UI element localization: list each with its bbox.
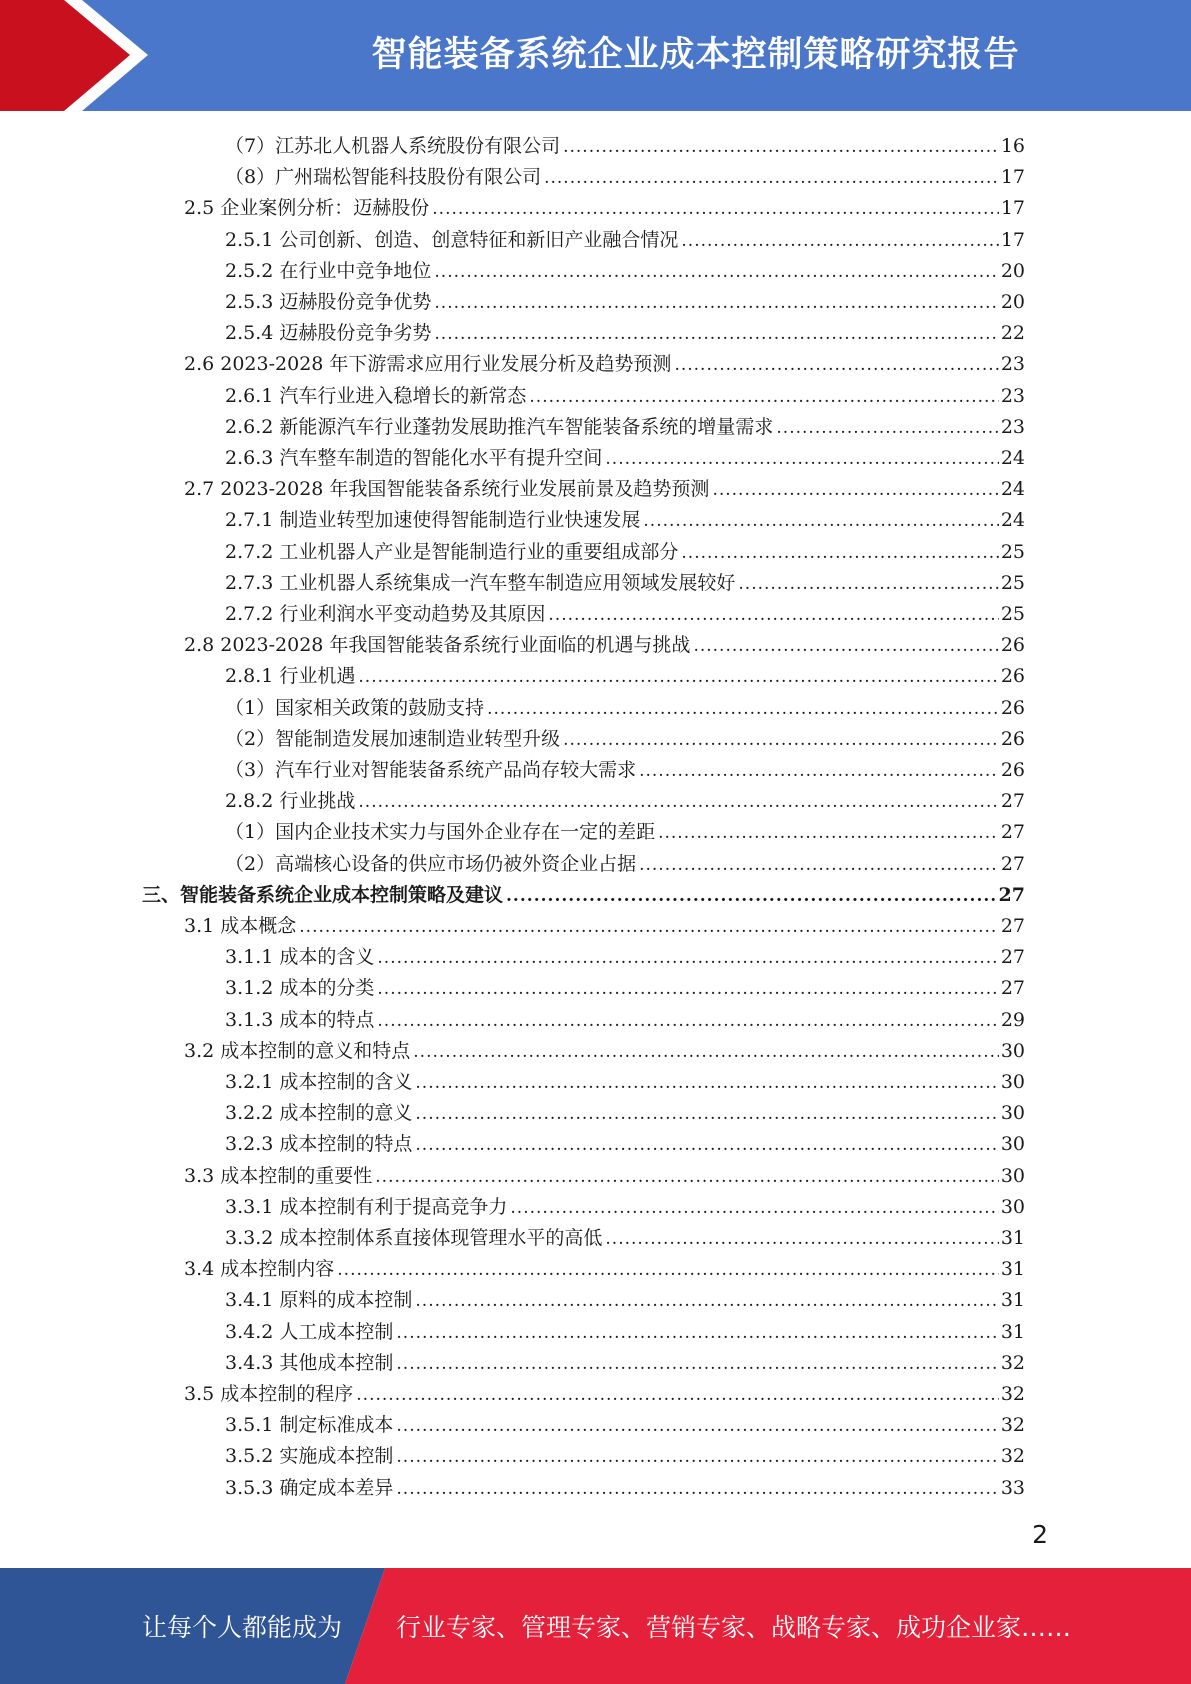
toc-entry-page: 23 (1000, 415, 1025, 438)
toc-entry-label: 2.7.1 制造业转型加速使得智能制造行业快速发展 (225, 509, 641, 532)
toc-leader-dots (487, 698, 999, 720)
toc-entry-page: 17 (1000, 166, 1025, 189)
toc-leader-dots (396, 1446, 998, 1468)
toc-entry-page: 31 (1000, 1289, 1025, 1312)
toc-leader-dots (337, 1259, 999, 1281)
toc-entry[interactable] (225, 720, 1025, 751)
toc-leader-dots (415, 1072, 998, 1094)
footer-slogan-left: 让每个人都能成为 (142, 1613, 343, 1642)
toc-entry-page: 26 (1000, 727, 1025, 750)
toc-entry[interactable] (225, 1219, 1025, 1250)
toc-leader-dots (377, 978, 998, 1000)
toc-entry-page: 26 (1000, 759, 1025, 781)
toc-entry[interactable] (225, 252, 1025, 283)
toc-entry-label: 2.6.1 汽车行业进入稳增长的新常态 (225, 384, 527, 407)
toc-entry-page: 20 (1000, 259, 1025, 282)
toc-entry-page: 27 (1000, 946, 1025, 969)
toc-leader-dots (658, 822, 999, 844)
toc-entry[interactable] (225, 657, 1025, 688)
toc-entry-label: 2.7.2 工业机器人产业是智能制造行业的重要组成部分 (225, 540, 679, 563)
toc-leader-dots (563, 729, 999, 751)
toc-entry[interactable] (142, 876, 1025, 907)
toc-entry[interactable] (225, 127, 1025, 158)
toc-entry-page: 29 (1000, 1008, 1025, 1031)
toc-entry-label: 三、智能装备系统企业成本控制策略及建议 (142, 883, 504, 906)
toc-entry[interactable] (225, 1313, 1025, 1344)
toc-entry[interactable] (184, 345, 1025, 376)
toc-leader-dots (396, 1322, 998, 1344)
toc-leader-dots (358, 791, 998, 813)
toc-entry[interactable] (225, 1437, 1025, 1468)
toc-entry-label: 2.7 2023-2028 年我国智能装备系统行业发展前景及趋势预测 (184, 478, 710, 501)
toc-entry-label: 3.4 成本控制内容 (184, 1258, 335, 1281)
toc-entry-label: 3.3 成本控制的重要性 (184, 1164, 373, 1187)
toc-entry[interactable] (225, 813, 1025, 844)
toc-entry-label: 2.5.1 公司创新、创造、创意特征和新旧产业融合情况 (225, 228, 679, 251)
toc-entry[interactable] (225, 408, 1025, 439)
toc-entry-label: 2.6.2 新能源汽车行业蓬勃发展助推汽车智能装备系统的增量需求 (225, 415, 774, 438)
toc-entry-page: 32 (1000, 1383, 1025, 1405)
toc-leader-dots (415, 1103, 998, 1125)
page-header (0, 0, 1191, 111)
toc-entry-page: 32 (1000, 1351, 1025, 1374)
toc-entry-label: 2.5.3 迈赫股份竞争优势 (225, 291, 432, 313)
toc-entry-page: 30 (1000, 1133, 1025, 1156)
toc-entry[interactable] (225, 1281, 1025, 1312)
toc-entry-label: 3.2.2 成本控制的意义 (225, 1102, 413, 1125)
toc-leader-dots (434, 261, 998, 283)
toc-entry-page: 25 (1000, 571, 1025, 594)
toc-leader-dots (544, 167, 999, 189)
toc-leader-dots (605, 1228, 998, 1250)
toc-entry[interactable] (225, 969, 1025, 1000)
toc-entry-label: 3.1.1 成本的含义 (225, 946, 375, 969)
toc-entry[interactable] (225, 533, 1025, 564)
toc-leader-dots (377, 1010, 998, 1032)
toc-entry-page: 24 (1000, 447, 1025, 469)
toc-entry-label: （2）高端核心设备的供应市场仍被外资企业占据 (225, 852, 637, 875)
toc-entry[interactable] (184, 1375, 1025, 1406)
toc-leader-dots (377, 947, 998, 969)
toc-leader-dots (738, 573, 998, 595)
toc-entry-page: 27 (1000, 821, 1025, 844)
toc-leader-dots (529, 386, 998, 408)
toc-entry-label: （1）国家相关政策的鼓励支持 (225, 696, 485, 719)
toc-leader-dots (674, 354, 998, 376)
toc-entry[interactable] (225, 1094, 1025, 1125)
toc-entry[interactable] (184, 626, 1025, 657)
toc-entry[interactable] (225, 782, 1025, 813)
toc-entry-label: （1）国内企业技术实力与国外企业存在一定的差距 (225, 821, 656, 844)
toc-entry-page: 16 (1000, 135, 1025, 157)
toc-entry[interactable] (225, 1063, 1025, 1094)
toc-entry-label: 2.8 2023-2028 年我国智能装备系统行业面临的机遇与挑战 (184, 634, 691, 657)
toc-entry-page: 30 (1000, 1039, 1025, 1062)
toc-entry-page: 27 (1000, 852, 1025, 875)
toc-entry-label: 2.8.2 行业挑战 (225, 790, 356, 813)
toc-leader-dots (681, 230, 998, 252)
toc-entry-page: 22 (1000, 322, 1025, 345)
toc-entry[interactable] (225, 283, 1025, 314)
toc-entry-page: 31 (1000, 1227, 1025, 1249)
toc-leader-dots (358, 666, 998, 688)
toc-entry[interactable] (225, 1344, 1025, 1375)
toc-entry[interactable] (184, 907, 1025, 938)
toc-entry-label: 2.5.4 迈赫股份竞争劣势 (225, 322, 432, 345)
toc-leader-dots (432, 198, 999, 220)
toc-leader-dots (434, 323, 998, 345)
toc-entry-page: 27 (998, 883, 1025, 906)
toc-entry-page: 31 (1000, 1320, 1025, 1343)
toc-entry-label: 2.5.2 在行业中竞争地位 (225, 259, 432, 282)
page-number: 2 (1032, 1520, 1048, 1549)
toc-entry-label: 3.4.2 人工成本控制 (225, 1320, 394, 1343)
toc-entry-label: 3.4.1 原料的成本控制 (225, 1289, 413, 1312)
toc-entry-label: （8）广州瑞松智能科技股份有限公司 (225, 166, 542, 189)
toc-leader-dots (776, 417, 998, 439)
toc-entry-page: 33 (1000, 1476, 1025, 1499)
toc-entry-page: 32 (1000, 1445, 1025, 1468)
toc-entry-label: （2）智能制造发展加速制造业转型升级 (225, 727, 561, 750)
toc-entry-page: 23 (1000, 353, 1025, 376)
toc-leader-dots (643, 510, 998, 532)
toc-entry[interactable] (225, 595, 1025, 626)
toc-leader-dots (415, 1134, 998, 1156)
toc-entry-page: 31 (1000, 1258, 1025, 1281)
toc-entry-page: 26 (1000, 634, 1025, 657)
toc-entry[interactable] (225, 1469, 1025, 1500)
toc-leader-dots (356, 1384, 999, 1406)
toc-entry-label: 3.5 成本控制的程序 (184, 1383, 354, 1405)
toc-leader-dots (415, 1290, 998, 1312)
toc-entry-label: 3.5.3 确定成本差异 (225, 1476, 394, 1499)
toc-entry[interactable] (225, 221, 1025, 252)
toc-leader-dots (639, 854, 999, 876)
toc-entry-page: 17 (1000, 197, 1025, 220)
footer-slogan-right: 行业专家、管理专家、营销专家、战略专家、成功企业家…… (396, 1613, 1072, 1642)
toc-leader-dots (605, 448, 998, 470)
toc-leader-dots (510, 1197, 998, 1219)
toc-entry-label: （3）汽车行业对智能装备系统产品尚存较大需求 (225, 759, 637, 781)
toc-leader-dots (299, 916, 999, 938)
toc-entry[interactable] (225, 377, 1025, 408)
toc-entry-page: 20 (1000, 291, 1025, 313)
toc-entry-page: 27 (1000, 977, 1025, 1000)
toc-entry-page: 27 (1000, 790, 1025, 813)
toc-entry-label: 3.1 成本概念 (184, 915, 297, 937)
toc-entry-page: 30 (1000, 1102, 1025, 1125)
toc-entry[interactable] (225, 689, 1025, 720)
page-footer (0, 1568, 1191, 1684)
toc-entry-label: 2.8.1 行业机遇 (225, 665, 356, 688)
toc-leader-dots (413, 1041, 999, 1063)
toc-leader-dots (396, 1415, 998, 1437)
toc-entry-page: 30 (1000, 1164, 1025, 1187)
toc-entry-label: 3.4.3 其他成本控制 (225, 1351, 394, 1374)
toc-entry-label: 2.6 2023-2028 年下游需求应用行业发展分析及趋势预测 (184, 353, 672, 376)
toc-entry[interactable] (225, 845, 1025, 876)
toc-entry[interactable] (225, 1188, 1025, 1219)
toc-leader-dots (506, 885, 997, 907)
toc-entry-label: （7）江苏北人机器人系统股份有限公司 (225, 135, 561, 157)
toc-leader-dots (712, 479, 998, 501)
toc-leader-dots (563, 136, 999, 158)
toc-entry[interactable] (225, 158, 1025, 189)
toc-entry-page: 26 (1000, 665, 1025, 688)
toc-entry-label: 2.6.3 汽车整车制造的智能化水平有提升空间 (225, 447, 603, 469)
toc-entry-label: 3.1.3 成本的特点 (225, 1008, 375, 1031)
toc-entry-page: 25 (1000, 540, 1025, 563)
toc-entry[interactable] (184, 1157, 1025, 1188)
toc-entry-label: 2.5 企业案例分析：迈赫股份 (184, 197, 430, 220)
toc-entry-page: 23 (1000, 384, 1025, 407)
toc-entry-page: 24 (1000, 509, 1025, 532)
toc-entry-page: 25 (1000, 603, 1025, 625)
toc-leader-dots (681, 542, 998, 564)
toc-entry-label: 3.2.1 成本控制的含义 (225, 1071, 413, 1093)
toc-leader-dots (639, 760, 999, 782)
toc-entry[interactable] (225, 1001, 1025, 1032)
toc-entry-label: 2.7.3 工业机器人系统集成一汽车整车制造应用领域发展较好 (225, 571, 736, 594)
toc-entry-page: 27 (1000, 915, 1025, 937)
toc-entry[interactable] (225, 1125, 1025, 1156)
toc-entry[interactable] (184, 189, 1025, 220)
toc-entry[interactable] (184, 1250, 1025, 1281)
toc-entry[interactable] (225, 938, 1025, 969)
toc-leader-dots (375, 1166, 999, 1188)
toc-entry[interactable] (225, 1406, 1025, 1437)
toc-entry-page: 24 (1000, 478, 1025, 501)
toc-entry-label: 3.2.3 成本控制的特点 (225, 1133, 413, 1156)
toc-leader-dots (693, 635, 998, 657)
toc-entry-label: 3.1.2 成本的分类 (225, 977, 375, 1000)
toc-entry-page: 26 (1000, 696, 1025, 719)
toc-entry-page: 30 (1000, 1071, 1025, 1093)
toc-leader-dots (434, 292, 998, 314)
toc-entry[interactable] (225, 751, 1025, 782)
toc-leader-dots (396, 1353, 998, 1375)
toc-entry[interactable] (225, 439, 1025, 470)
toc-entry[interactable] (184, 470, 1025, 501)
toc-entry[interactable] (225, 314, 1025, 345)
toc-entry-label: 3.3.1 成本控制有利于提高竞争力 (225, 1195, 508, 1218)
report-title: 智能装备系统企业成本控制策略研究报告 (371, 35, 1020, 75)
toc-entry-page: 30 (1000, 1195, 1025, 1218)
toc-entry-label: 3.3.2 成本控制体系直接体现管理水平的高低 (225, 1227, 603, 1249)
toc-leader-dots (548, 604, 998, 626)
toc-entry[interactable] (225, 501, 1025, 532)
toc-entry-label: 3.5.2 实施成本控制 (225, 1445, 394, 1468)
toc-entry-label: 3.5.1 制定标准成本 (225, 1414, 394, 1437)
toc-entry-label: 2.7.2 行业利润水平变动趋势及其原因 (225, 603, 546, 625)
toc-entry[interactable] (225, 564, 1025, 595)
toc-leader-dots (396, 1478, 998, 1500)
toc-entry-page: 17 (1000, 228, 1025, 251)
toc-entry-page: 32 (1000, 1414, 1025, 1437)
toc-entry-label: 3.2 成本控制的意义和特点 (184, 1039, 411, 1062)
toc-entry[interactable] (184, 1032, 1025, 1063)
